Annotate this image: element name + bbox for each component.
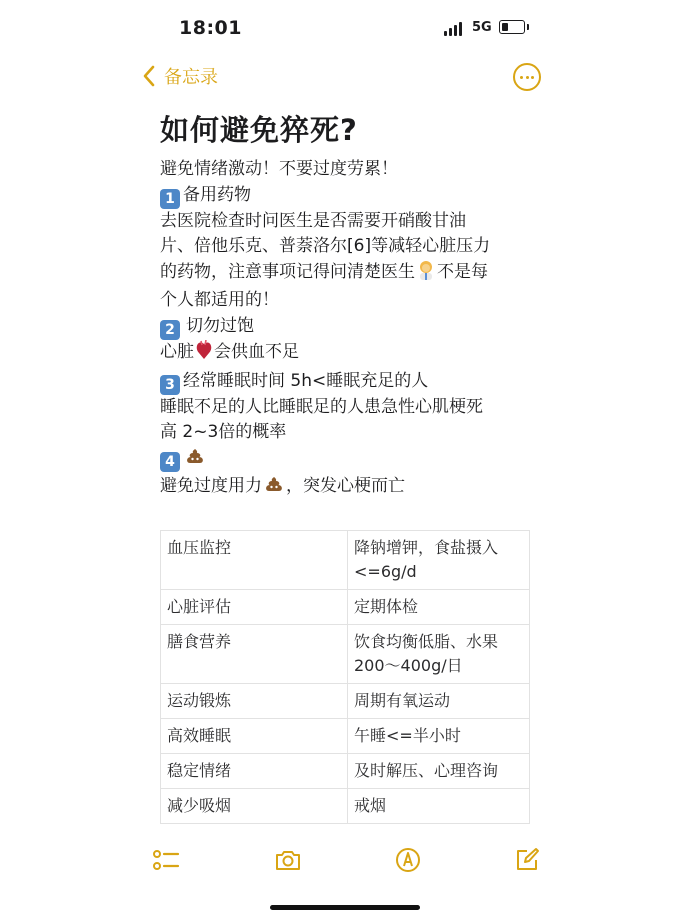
signal-icon <box>444 22 466 36</box>
section-2-heading-line <box>160 314 540 340</box>
table-row <box>161 684 530 719</box>
table-cell-detail: 定期体检 <box>348 590 530 625</box>
section-1-heading: 备用药物 <box>183 184 251 205</box>
status-time: 18:01 <box>179 17 242 39</box>
table-cell-detail: 降钠增钾，食盐摄入<=6g/d <box>348 531 530 590</box>
status-bar <box>0 0 690 58</box>
table-cell-item: 血压监控 <box>161 531 348 590</box>
section-4-body-line <box>160 474 540 503</box>
table-cell-detail: 午睡<=半小时 <box>348 719 530 754</box>
section-2-heading: 切勿过饱 <box>186 315 254 336</box>
poop-emoji-icon <box>185 448 205 475</box>
keycap-4-icon: 4 <box>160 452 180 472</box>
markup-button[interactable] <box>394 846 422 874</box>
section-2-body-text: 会供血不足 <box>214 341 299 362</box>
doctor-emoji-icon <box>417 260 435 289</box>
note-intro: 避免情绪激动！不要过度劳累！ <box>160 159 398 179</box>
nav-bar <box>0 58 690 98</box>
keycap-2-icon: 2 <box>160 320 180 340</box>
table-row <box>161 754 530 789</box>
checklist-icon <box>152 846 180 874</box>
section-1-body-line: 去医院检查时问医生是否需要开硝酸甘油 <box>160 210 466 231</box>
section-1-body-line <box>160 260 540 289</box>
network-label: 5G <box>472 20 492 35</box>
section-1-heading-line <box>160 183 540 209</box>
keycap-3-icon: 3 <box>160 375 180 395</box>
note-body[interactable] <box>160 108 540 503</box>
compose-icon <box>513 846 541 874</box>
table-cell-detail: 周期有氧运动 <box>348 684 530 719</box>
table-cell-detail: 戒烟 <box>348 789 530 824</box>
battery-icon <box>499 20 525 34</box>
section-4-body-text: 避免过度用力 <box>160 476 262 497</box>
section-4-heading-line <box>160 446 540 475</box>
table-row <box>161 590 530 625</box>
table-cell-detail: 及时解压、心理咨询 <box>348 754 530 789</box>
table-row <box>161 531 530 590</box>
section-4-body-text: ，突发心梗而亡 <box>286 476 405 497</box>
back-button[interactable] <box>142 63 218 89</box>
table-cell-item: 高效睡眠 <box>161 719 348 754</box>
section-1-body-line: 片、倍他乐克、普萘洛尔[6]等减轻心脏压力 <box>160 236 491 257</box>
section-1-body-text: 的药物，注意事项记得问清楚医生 <box>160 261 415 282</box>
poop-emoji-icon <box>264 476 284 503</box>
section-2-body-text: 心脏 <box>160 341 194 362</box>
table-row <box>161 789 530 824</box>
section-3-heading: 经常睡眠时间 5h<睡眠充足的人 <box>183 370 429 391</box>
table-row <box>161 719 530 754</box>
table-cell-detail: 饮食均衡低脂、水果200～400g/日 <box>348 625 530 684</box>
chevron-left-icon <box>142 65 156 87</box>
section-3-heading-line <box>160 369 540 395</box>
table-row <box>161 625 530 684</box>
section-1-body-line: 个人都适用的！ <box>160 290 279 311</box>
keycap-1-icon: 1 <box>160 189 180 209</box>
table-cell-item: 稳定情绪 <box>161 754 348 789</box>
table-cell-item: 心脏评估 <box>161 590 348 625</box>
section-3-body-line: 高 2~3倍的概率 <box>160 422 287 443</box>
camera-button[interactable] <box>274 846 302 874</box>
home-indicator[interactable] <box>270 905 420 910</box>
back-label: 备忘录 <box>164 67 218 88</box>
compose-button[interactable] <box>513 846 541 874</box>
checklist-button[interactable] <box>152 846 180 874</box>
markup-pen-icon <box>394 846 422 874</box>
anatomical-heart-emoji-icon <box>196 340 212 369</box>
note-title: 如何避免猝死? <box>160 113 358 147</box>
prevention-table[interactable] <box>160 530 530 824</box>
section-2-body-line <box>160 340 540 369</box>
table-cell-item: 运动锻炼 <box>161 684 348 719</box>
bottom-toolbar <box>0 840 690 880</box>
section-3-body-line: 睡眠不足的人比睡眠足的人患急性心肌梗死 <box>160 396 483 417</box>
table-cell-item: 膳食营养 <box>161 625 348 684</box>
section-1-body-text: 不是每 <box>437 261 488 282</box>
table-cell-item: 减少吸烟 <box>161 789 348 824</box>
camera-icon <box>274 846 302 874</box>
more-button[interactable] <box>513 63 541 91</box>
